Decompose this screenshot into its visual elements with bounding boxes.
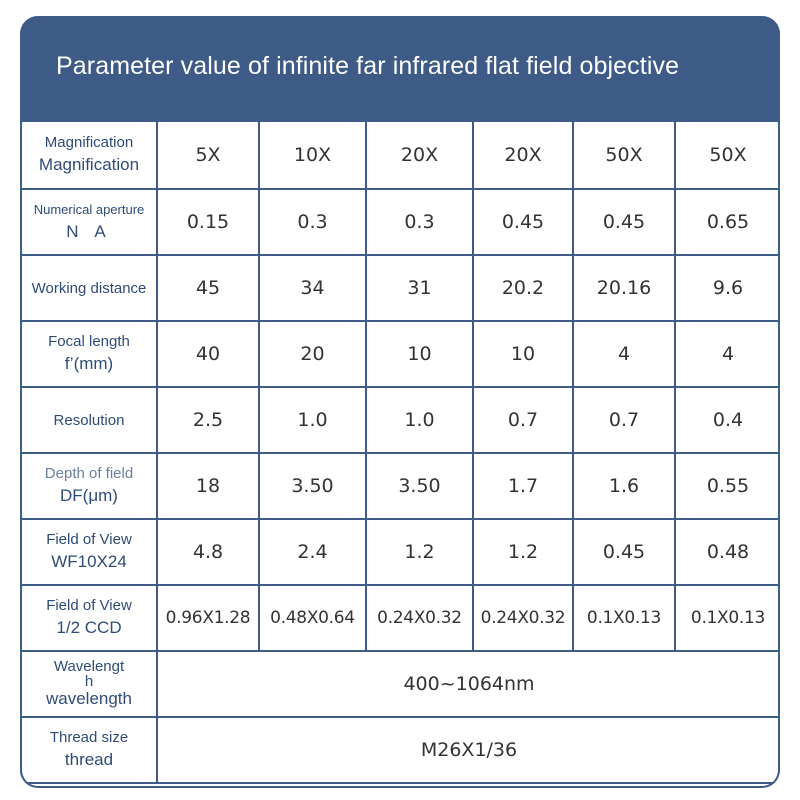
table-cell: 40	[157, 321, 259, 387]
table-cell: 10X	[259, 121, 366, 189]
table-cell: 0.15	[157, 189, 259, 255]
table-cell: 18	[157, 453, 259, 519]
table-cell: 0.1X0.13	[573, 585, 675, 651]
table-cell: 0.3	[259, 189, 366, 255]
row-label: Resolution	[21, 387, 157, 453]
spec-table	[20, 120, 780, 784]
table-row	[21, 255, 780, 321]
table-cell: 45	[157, 255, 259, 321]
table-cell: 4.8	[157, 519, 259, 585]
table-cell: 50X	[573, 121, 675, 189]
table-cell: 1.2	[366, 519, 473, 585]
row-label: Wavelengt h wavelength	[21, 651, 157, 717]
table-cell: 20.2	[473, 255, 573, 321]
wavelength-value: 400~1064nm	[157, 651, 780, 717]
thread-value: M26X1/36	[157, 717, 780, 783]
table-cell: 20X	[473, 121, 573, 189]
table-cell: 50X	[675, 121, 780, 189]
table-row	[21, 585, 780, 651]
table-cell: 0.7	[573, 387, 675, 453]
table-row	[21, 651, 780, 717]
table-cell: 0.45	[573, 189, 675, 255]
table-row	[21, 519, 780, 585]
row-label: Working distance	[21, 255, 157, 321]
table-row	[21, 717, 780, 783]
table-cell: 20	[259, 321, 366, 387]
table-cell: 0.4	[675, 387, 780, 453]
table-cell: 0.7	[473, 387, 573, 453]
table-cell: 1.2	[473, 519, 573, 585]
table-cell: 4	[573, 321, 675, 387]
table-row	[21, 321, 780, 387]
table-cell: 0.55	[675, 453, 780, 519]
table-cell: 3.50	[259, 453, 366, 519]
table-cell: 0.48	[675, 519, 780, 585]
table-cell: 9.6	[675, 255, 780, 321]
table-cell: 1.0	[366, 387, 473, 453]
table-cell: 0.65	[675, 189, 780, 255]
page-title: Parameter value of infinite far infrared flat field objective	[56, 52, 680, 80]
table-cell: 2.5	[157, 387, 259, 453]
table-cell: 20.16	[573, 255, 675, 321]
table-cell: 5X	[157, 121, 259, 189]
table-row	[21, 189, 780, 255]
table-cell: 0.45	[573, 519, 675, 585]
table-cell: 2.4	[259, 519, 366, 585]
row-label: Numerical aperture N A	[21, 189, 157, 255]
table-row	[21, 121, 780, 189]
header-banner	[20, 16, 780, 120]
row-label: Thread size thread	[21, 717, 157, 783]
row-label: Field of View WF10X24	[21, 519, 157, 585]
table-cell: 0.24X0.32	[473, 585, 573, 651]
row-label: Focal length f’(mm)	[21, 321, 157, 387]
table-cell: 34	[259, 255, 366, 321]
row-label: Field of View 1/2 CCD	[21, 585, 157, 651]
table-cell: 10	[366, 321, 473, 387]
table-row	[21, 387, 780, 453]
table-cell: 10	[473, 321, 573, 387]
spec-card	[20, 16, 780, 788]
table-cell: 0.45	[473, 189, 573, 255]
table-cell: 0.96X1.28	[157, 585, 259, 651]
row-label: Magnification Magnification	[21, 121, 157, 189]
table-cell: 20X	[366, 121, 473, 189]
table-row	[21, 453, 780, 519]
table-cell: 1.6	[573, 453, 675, 519]
table-cell: 1.0	[259, 387, 366, 453]
table-cell: 4	[675, 321, 780, 387]
table-cell: 0.3	[366, 189, 473, 255]
table-cell: 3.50	[366, 453, 473, 519]
table-cell: 0.1X0.13	[675, 585, 780, 651]
table-cell: 0.48X0.64	[259, 585, 366, 651]
table-cell: 31	[366, 255, 473, 321]
row-label: Depth of field DF(μm)	[21, 453, 157, 519]
table-cell: 0.24X0.32	[366, 585, 473, 651]
table-cell: 1.7	[473, 453, 573, 519]
